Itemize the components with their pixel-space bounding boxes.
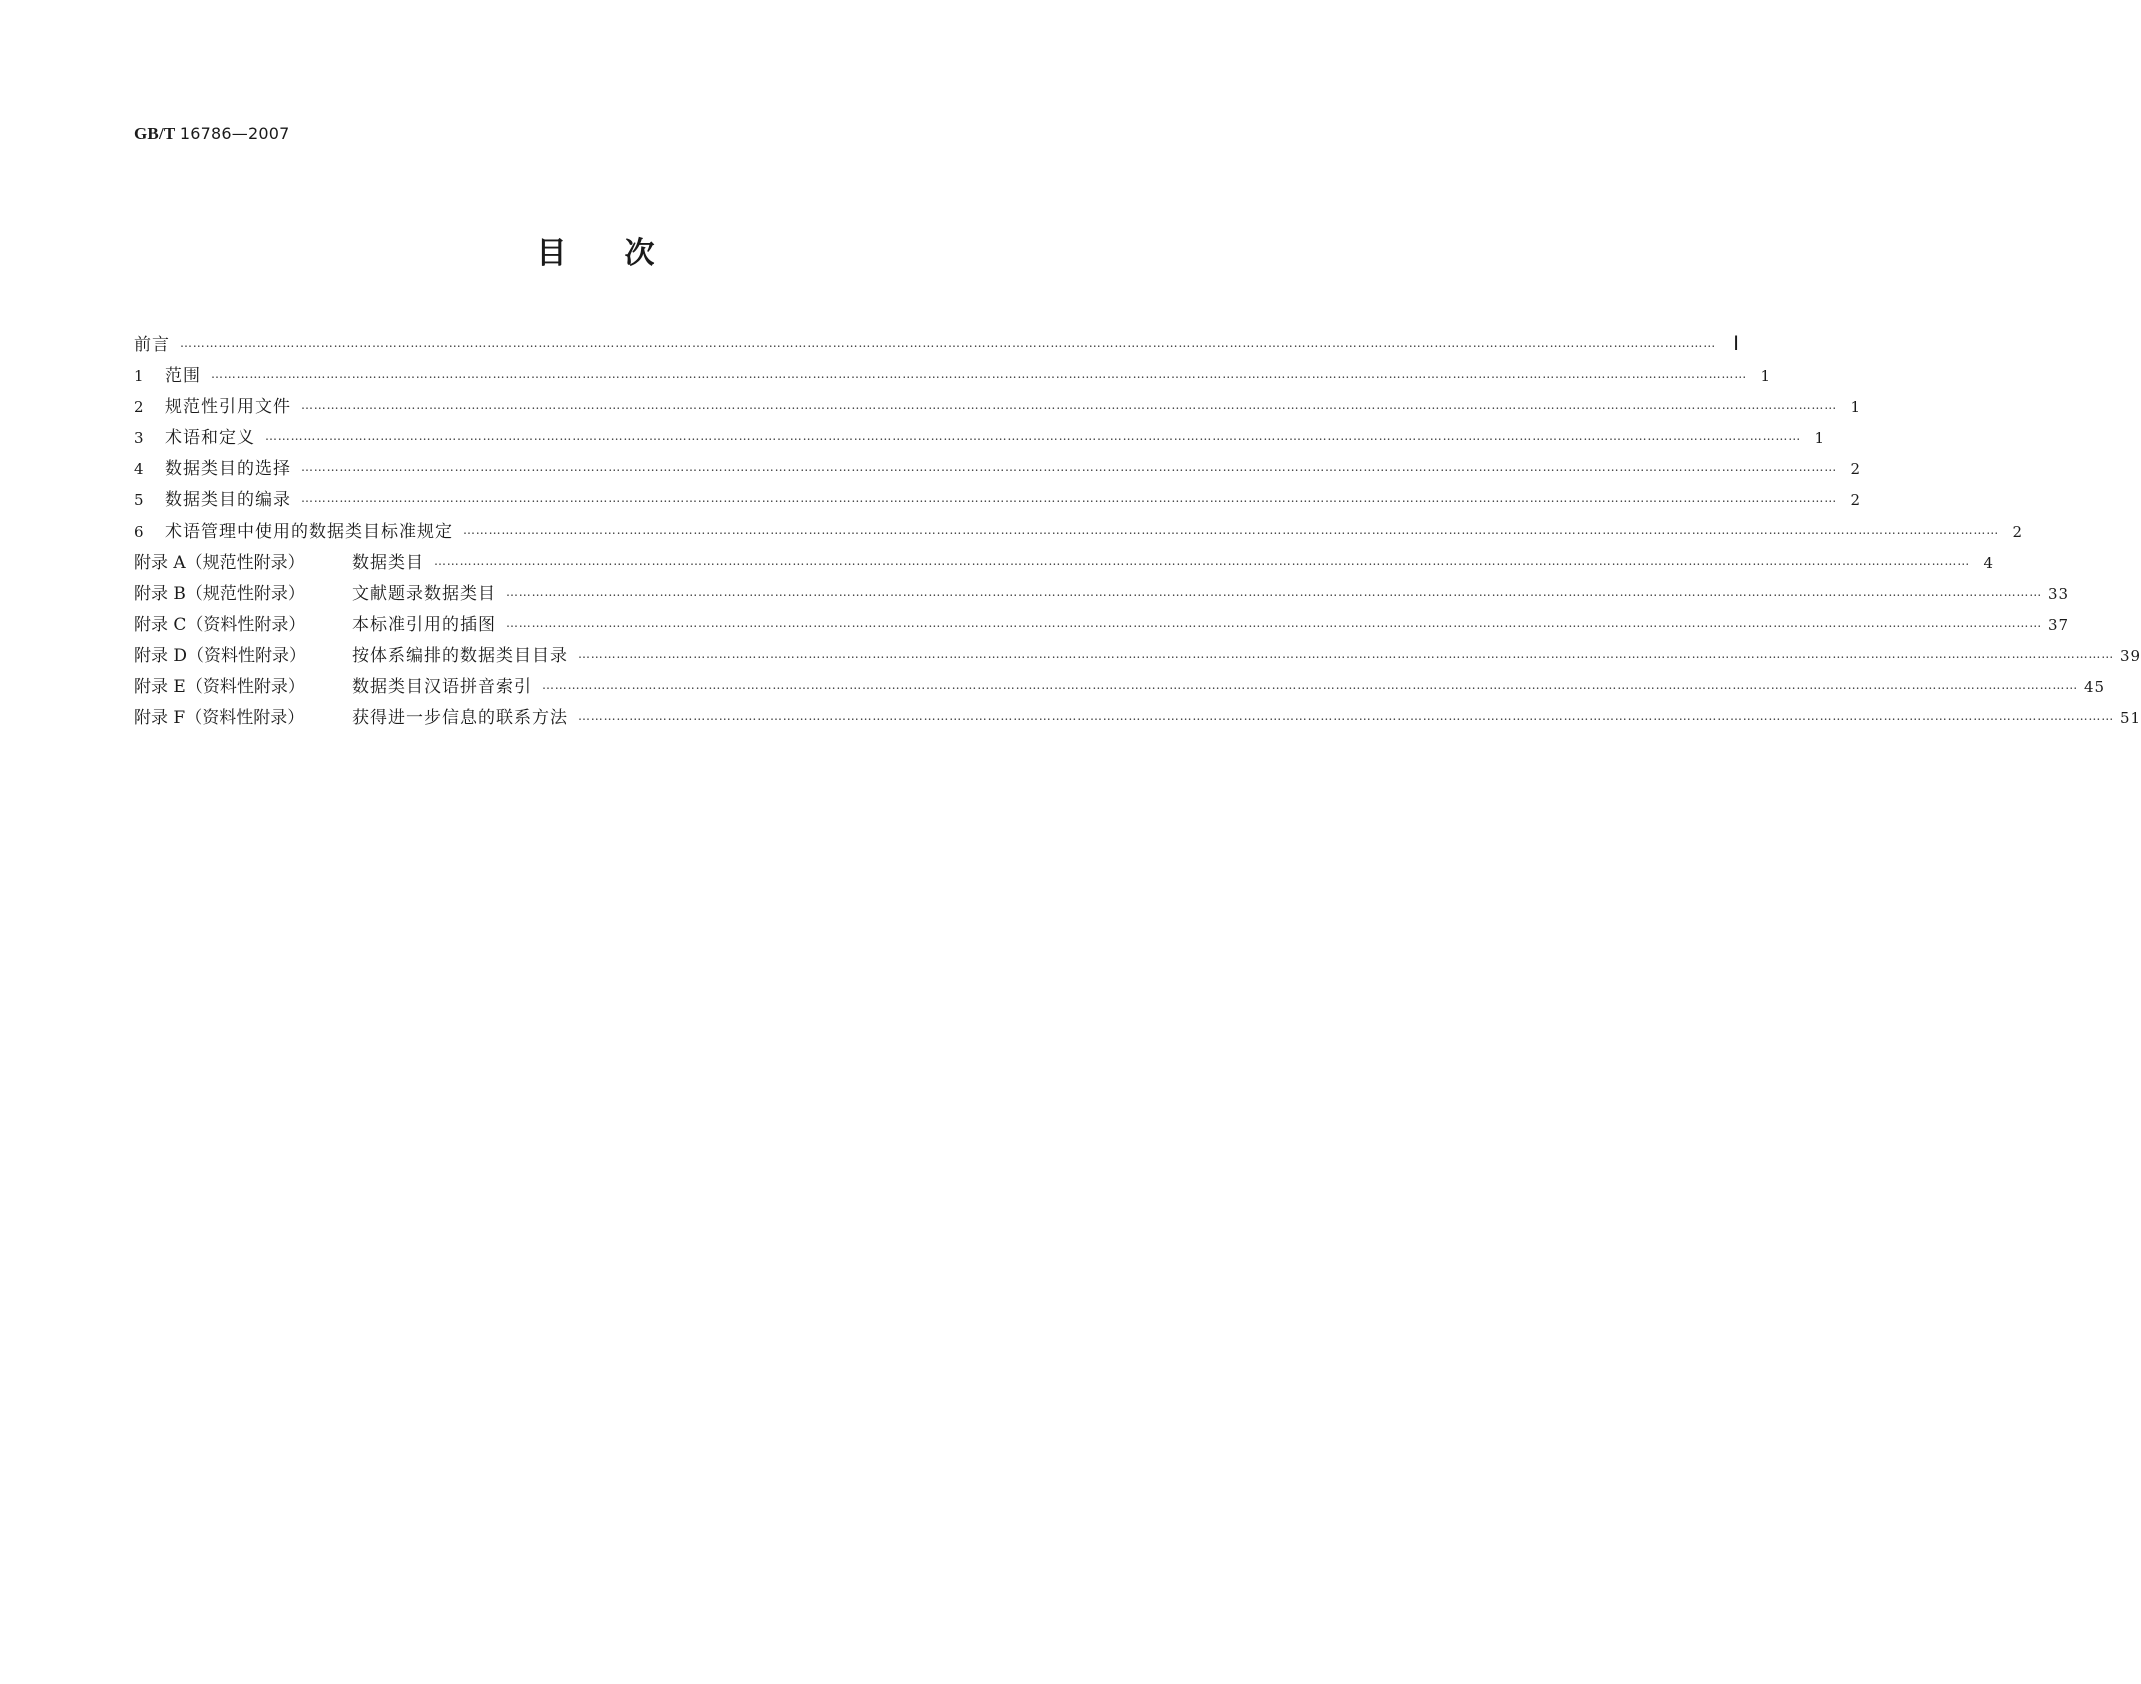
toc-entry-title: 前言 xyxy=(134,335,170,355)
toc-entry-title: 规范性引用文件 xyxy=(165,397,291,418)
toc-entry-title: 文献题录数据类目 xyxy=(352,583,496,604)
toc-leader-dots: ……………………………………………………………………………………………………………………………………………………………………………………………………………………………………………………………………………………………………………………………… xyxy=(463,522,1999,537)
toc-entry[interactable] xyxy=(134,485,1861,516)
toc-leader-dots: ……………………………………………………………………………………………………………………………………………………………………………………………………………………………………………………………………………………………………………………………… xyxy=(301,460,1837,475)
toc-entry-title: 数据类目汉语拼音索引 xyxy=(352,677,532,698)
toc-entry-label xyxy=(134,392,291,417)
document-code-prefix: GB/T xyxy=(134,124,176,143)
toc-leader-dots: ……………………………………………………………………………………………………………………………………………………………………………………………………………………………………………………………………………………………………………………………… xyxy=(578,646,2114,661)
toc-entry[interactable] xyxy=(134,361,1771,392)
toc-entry-page-number: 51 xyxy=(2120,709,2141,728)
toc-entry-title: 数据类目 xyxy=(352,552,424,573)
toc-entry-page-number: 45 xyxy=(2084,678,2106,697)
toc-entry-title: 术语和定义 xyxy=(165,428,255,449)
toc-entry-label xyxy=(134,641,568,666)
toc-entry-page-number: 39 xyxy=(2120,646,2141,665)
toc-entry-number: 3 xyxy=(134,429,144,448)
toc-entry-number: 5 xyxy=(134,491,144,510)
toc-entry-title: 本标准引用的插图 xyxy=(352,614,496,635)
toc-entry-appendix: 附录 C（资料性附录） xyxy=(134,614,306,635)
toc-entry-appendix: 附录 A（规范性附录） xyxy=(134,552,305,573)
toc-entry-title: 获得进一步信息的联系方法 xyxy=(352,708,568,729)
toc-leader-dots: ……………………………………………………………………………………………………………………………………………………………………………………………………………………………………………………………………………………………………………………………… xyxy=(542,678,2078,693)
toc-entry-number: 4 xyxy=(134,460,144,479)
toc-entry-label xyxy=(134,517,453,542)
toc-entry-title: 术语管理中使用的数据类目标准规定 xyxy=(165,521,453,542)
toc-leader-dots: ……………………………………………………………………………………………………………………………………………………………………………………………………………………………………………………………………………………………………………………………… xyxy=(578,709,2114,724)
toc-entry[interactable] xyxy=(134,392,1861,423)
toc-entry[interactable] xyxy=(134,641,2141,672)
toc-entry-appendix: 附录 B（规范性附录） xyxy=(134,583,305,604)
toc-entry-title: 按体系编排的数据类目目录 xyxy=(352,645,568,666)
toc-leader-dots: ……………………………………………………………………………………………………………………………………………………………………………………………………………………………………………………………………………………………………………………………… xyxy=(265,429,1801,444)
toc-entry[interactable] xyxy=(134,610,2070,641)
toc-entry-appendix: 附录 F（资料性附录） xyxy=(134,708,305,729)
toc-entry-label xyxy=(134,485,291,510)
toc-entry[interactable] xyxy=(134,517,2023,548)
toc-entry-number: 6 xyxy=(134,522,144,541)
toc-entry-page-number: 4 xyxy=(1983,553,1994,572)
toc-leader-dots: ……………………………………………………………………………………………………………………………………………………………………………………………………………………………………………………………………………………………………………………………… xyxy=(211,367,1747,382)
toc-entry-page-number: 2 xyxy=(2012,522,2023,541)
toc-entry-page-number: 1 xyxy=(1814,429,1825,448)
toc-entry-title: 数据类目的选择 xyxy=(165,459,291,480)
toc-entry[interactable] xyxy=(134,423,1825,454)
toc-leader-dots: ……………………………………………………………………………………………………………………………………………………………………………………………………………………………………………………………………………………………………………………………… xyxy=(301,398,1837,413)
toc-entry-label xyxy=(134,423,255,448)
toc-entry-number: 2 xyxy=(134,398,144,417)
toc-leader-dots: ……………………………………………………………………………………………………………………………………………………………………………………………………………………………………………………………………………………………………………………………… xyxy=(506,615,2042,630)
toc-entry-title: 数据类目的编录 xyxy=(165,490,291,511)
toc-entry-page-number: Ⅰ xyxy=(1733,333,1740,355)
toc-entry-page-number: 2 xyxy=(1850,491,1861,510)
toc-entry[interactable] xyxy=(134,703,2141,734)
toc-entry-page-number: 33 xyxy=(2048,584,2070,603)
toc-entry-label xyxy=(134,330,170,355)
toc-leader-dots: ……………………………………………………………………………………………………………………………………………………………………………………………………………………………………………………………………………………………………………………………… xyxy=(301,491,1837,506)
toc-leader-dots: ……………………………………………………………………………………………………………………………………………………………………………………………………………………………………………………………………………………………………………………………… xyxy=(180,336,1716,350)
toc-entry-label xyxy=(134,454,291,479)
toc-entry-number: 1 xyxy=(134,367,144,386)
table-of-contents xyxy=(134,330,2141,734)
toc-title: 目次 xyxy=(536,236,713,271)
toc-entry-title: 范围 xyxy=(165,366,201,387)
toc-entry-appendix: 附录 D（资料性附录） xyxy=(134,645,307,666)
toc-entry[interactable] xyxy=(134,330,1740,361)
toc-entry-label xyxy=(134,361,201,386)
toc-leader-dots: ……………………………………………………………………………………………………………………………………………………………………………………………………………………………………………………………………………………………………………………………… xyxy=(434,553,1970,568)
toc-entry-appendix: 附录 E（资料性附录） xyxy=(134,677,305,698)
toc-entry-label xyxy=(134,672,532,697)
toc-entry[interactable] xyxy=(134,672,2106,703)
toc-entry-page-number: 1 xyxy=(1850,398,1861,417)
toc-entry[interactable] xyxy=(134,579,2070,610)
toc-entry-page-number: 37 xyxy=(2048,615,2070,634)
toc-entry-label xyxy=(134,548,424,573)
toc-entry-label xyxy=(134,703,568,728)
toc-leader-dots: ……………………………………………………………………………………………………………………………………………………………………………………………………………………………………………………………………………………………………………………………… xyxy=(506,584,2042,599)
toc-entry-label xyxy=(134,579,496,604)
toc-entry-page-number: 2 xyxy=(1850,460,1861,479)
toc-entry-page-number: 1 xyxy=(1760,367,1771,386)
toc-entry-label xyxy=(134,610,496,635)
toc-entry[interactable] xyxy=(134,454,1861,485)
document-code-number: 16786—2007 xyxy=(179,124,290,143)
document-code xyxy=(134,124,290,144)
toc-entry[interactable] xyxy=(134,548,1994,579)
